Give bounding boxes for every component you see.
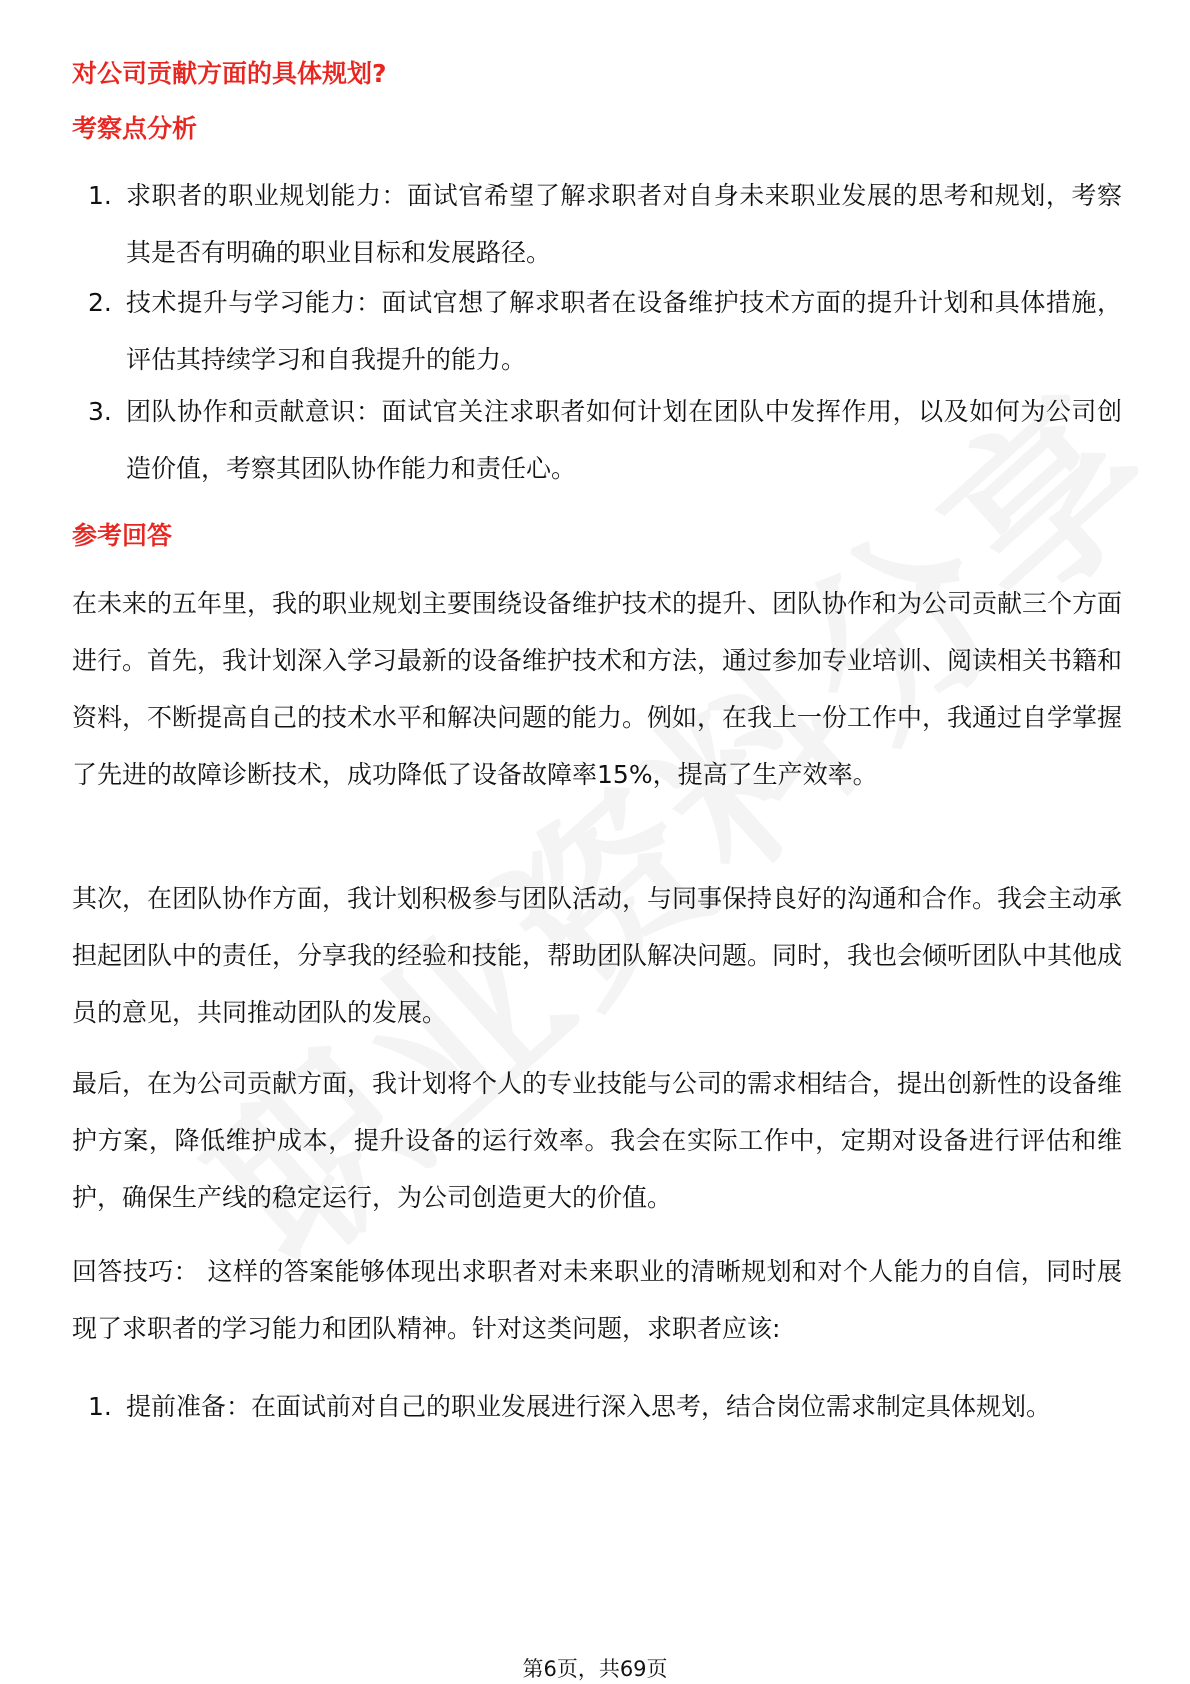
answer-heading: 参考回答	[72, 521, 173, 550]
answer-paragraph: 在未来的五年里，我的职业规划主要围绕设备维护技术的提升、团队协作和为公司贡献三个方面进行。首先，我计划深入学习最新的设备维护技术和方法，通过参加专业培训、阅读相关书籍和资料，不断提高自己的技术水平和解决问题的能力。例如，在我上一份工作中，我通过自学掌握了先进的故障诊断技术，成功降低了设备故障率15%，提高了生产效率。	[72, 589, 1123, 789]
list-number: 2.	[88, 288, 112, 317]
answer-paragraph: 最后，在为公司贡献方面，我计划将个人的专业技能与公司的需求相结合，提出创新性的设备维护方案，降低维护成本，提升设备的运行效率。我会在实际工作中，定期对设备进行评估和维护，确保生产线的稳定运行，为公司创造更大的价值。	[72, 1069, 1123, 1212]
list-number: 3.	[88, 397, 112, 426]
page-footer: 第6页，共69页	[522, 1657, 668, 1681]
list-item	[72, 167, 1122, 281]
list-item	[72, 383, 1122, 497]
list-item	[72, 274, 1122, 388]
list-text: 提前准备：在面试前对自己的职业发展进行深入思考，结合岗位需求制定具体规划。	[126, 1392, 1052, 1421]
list-text: 技术提升与学习能力：面试官想了解求职者在设备维护技术方面的提升计划和具体措施，评估其持续学习和自我提升的能力。	[126, 288, 1122, 374]
list-number: 1.	[88, 181, 112, 210]
tips-paragraph: 回答技巧： 这样的答案能够体现出求职者对未来职业的清晰规划和对个人能力的自信，同时展现了求职者的学习能力和团队精神。针对这类问题，求职者应该:	[72, 1257, 1122, 1343]
answer-paragraph: 其次，在团队协作方面，我计划积极参与团队活动，与同事保持良好的沟通和合作。我会主动承担起团队中的责任，分享我的经验和技能，帮助团队解决问题。同时，我也会倾听团队中其他成员的意见，共同推动团队的发展。	[72, 884, 1123, 1027]
list-item	[72, 1378, 1122, 1435]
analysis-heading: 考察点分析	[72, 114, 198, 143]
list-number: 1.	[88, 1392, 112, 1421]
question-title: 对公司贡献方面的具体规划?	[72, 59, 387, 88]
list-text: 求职者的职业规划能力：面试官希望了解求职者对自身未来职业发展的思考和规划，考察其是否有明确的职业目标和发展路径。	[126, 181, 1122, 267]
list-text: 团队协作和贡献意识：面试官关注求职者如何计划在团队中发挥作用，以及如何为公司创造价值，考察其团队协作能力和责任心。	[126, 397, 1122, 483]
